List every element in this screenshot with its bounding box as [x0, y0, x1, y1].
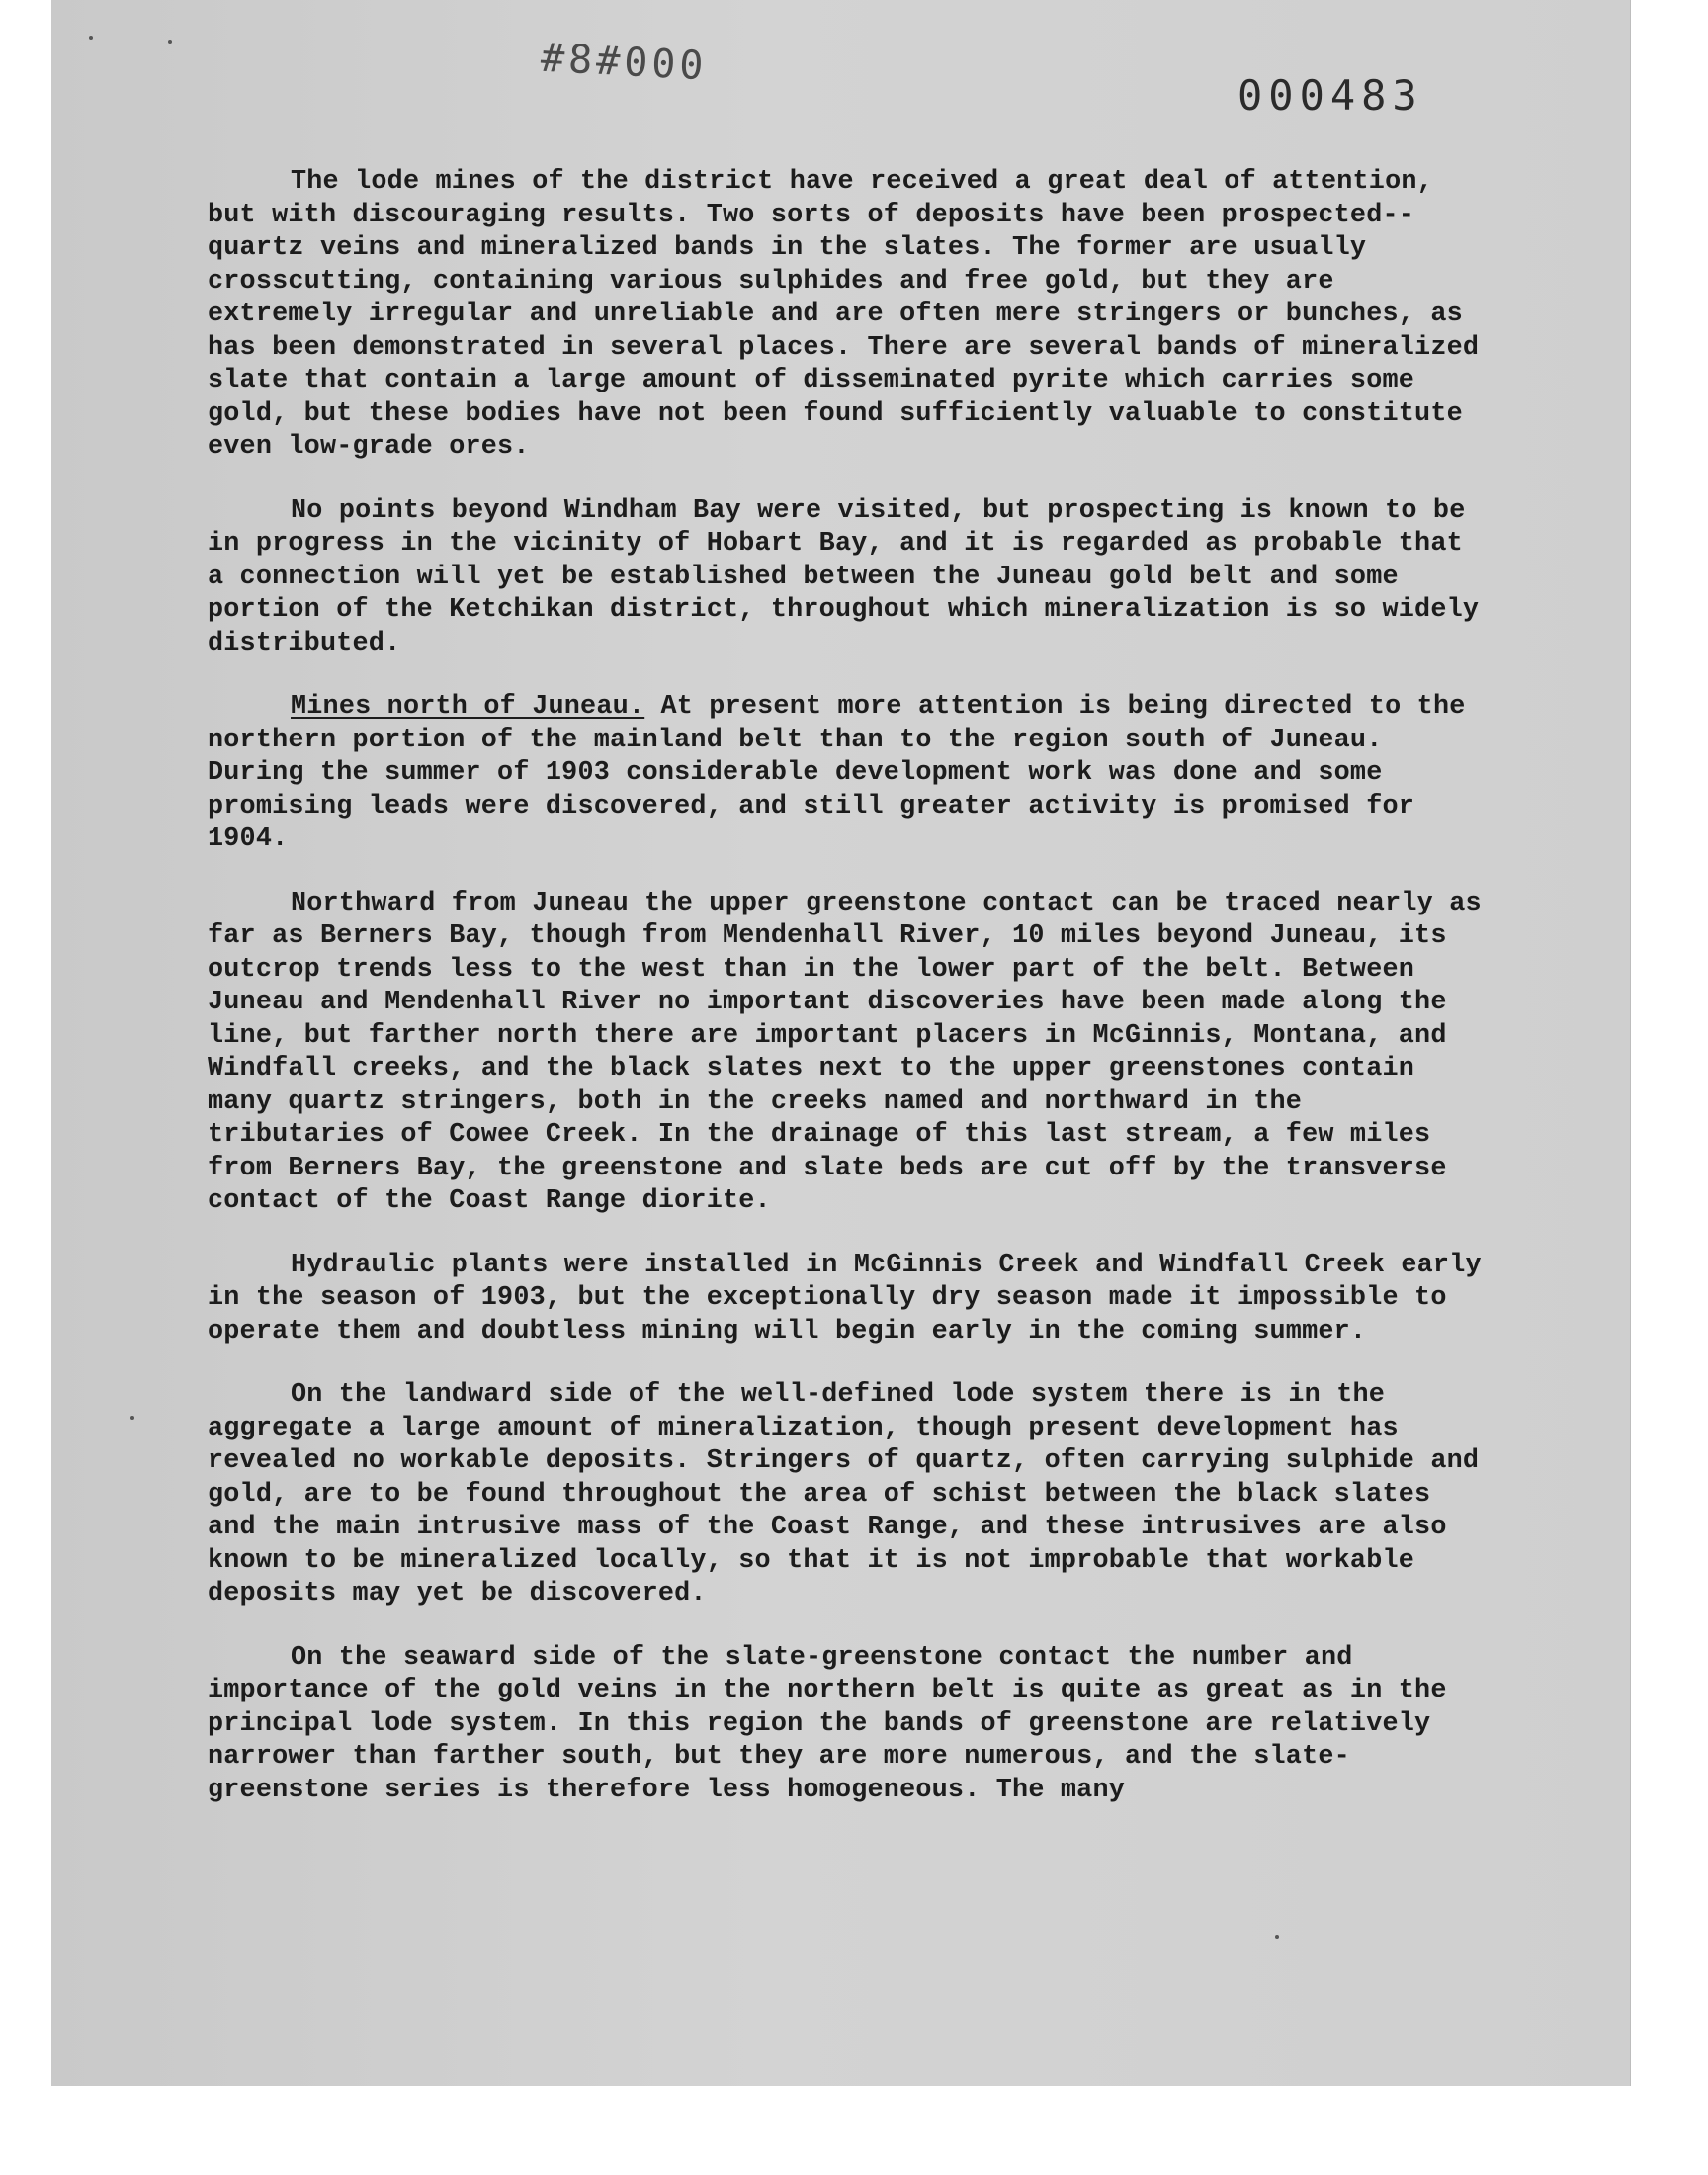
paragraph-seaward: On the seaward side of the slate-greenstone contact the number and importance of the gold veins in the northern belt is quite as great as in the principal lode system. In this region the bands of greenstone are relatively narrower than farther south, but they are more numerous, and the slate-greenstone series is therefore less homogeneous. The many [208, 1642, 1447, 1805]
archive-stamp: #8#000 [539, 35, 709, 90]
paragraph-landward: On the landward side of the well-defined lode system there is in the aggregate a large amount of mineralization, though present development has revealed no workable deposits. Stringers of quartz, often carrying sulphide and gold, are to be found throughout the area of schist between the black slates and the main intrusive mass of the Coast Range, and these intrusives are also known to be mineralized locally, so that it is not improbable that workable deposits may yet be discovered. [208, 1380, 1480, 1609]
paper-speck [168, 40, 172, 44]
paper-speck [89, 36, 93, 40]
paragraph-mines-north [208, 691, 1493, 857]
paragraph-hydraulic: Hydraulic plants were installed in McGinnis Creek and Windfall Creek early in the season of 1903, but the exceptionally dry season made it impossible to operate them and doubtless mining will begin early in the coming summer. [208, 1250, 1482, 1347]
page-number: 000483 [1238, 71, 1423, 120]
paper-speck [130, 1416, 134, 1420]
section-heading: Mines north of Juneau. [291, 692, 645, 722]
paragraph-lode-mines: The lode mines of the district have received a great deal of attention, but with discouraging results. Two sorts of deposits have been prospected--quartz veins and mineralized bands in the slates. The former are usually crosscutting, containing various sulphides and free gold, but they are extremely irregular and unreliable and are often mere stringers or bunches, as has been demonstrated in several places. There are several bands of mineralized slate that contain a large amount of disseminated pyrite which carries some gold, but these bodies have not been found sufficiently valuable to constitute even low-grade ores. [208, 167, 1480, 462]
paper-speck [1275, 1935, 1279, 1939]
paragraph-windham-bay: No points beyond Windham Bay were visited, but prospecting is known to be in progress in the vicinity of Hobart Bay, and it is regarded as probable that a connection will yet be established between the Juneau gold belt and some portion of the Ketchikan district, throughout which mineralization is so widely distributed. [208, 495, 1480, 658]
document-body [208, 166, 1493, 1838]
paragraph-northward: Northward from Juneau the upper greenstone contact can be traced nearly as far as Berners Bay, though from Mendenhall River, 10 miles beyond Juneau, its outcrop trends less to the west than in the lower part of the belt. Between Juneau and Mendenhall River no important discoveries have been made along the line, but farther north there are important placers in McGinnis, Montana, and Windfall creeks, and the black slates next to the upper greenstones contain many quartz stringers, both in the creeks named and northward in the tributaries of Cowee Creek. In the drainage of this last stream, a few miles from Berners Bay, the greenstone and slate beds are cut off by the transverse contact of the Coast Range diorite. [208, 888, 1482, 1216]
section-text: At present more attention is being directed to the northern portion of the mainland belt than to the region south of Juneau. During the summer of 1903 considerable development work was done and some promising leads were discovered, and still greater activity is promised for 1904. [208, 692, 1466, 854]
